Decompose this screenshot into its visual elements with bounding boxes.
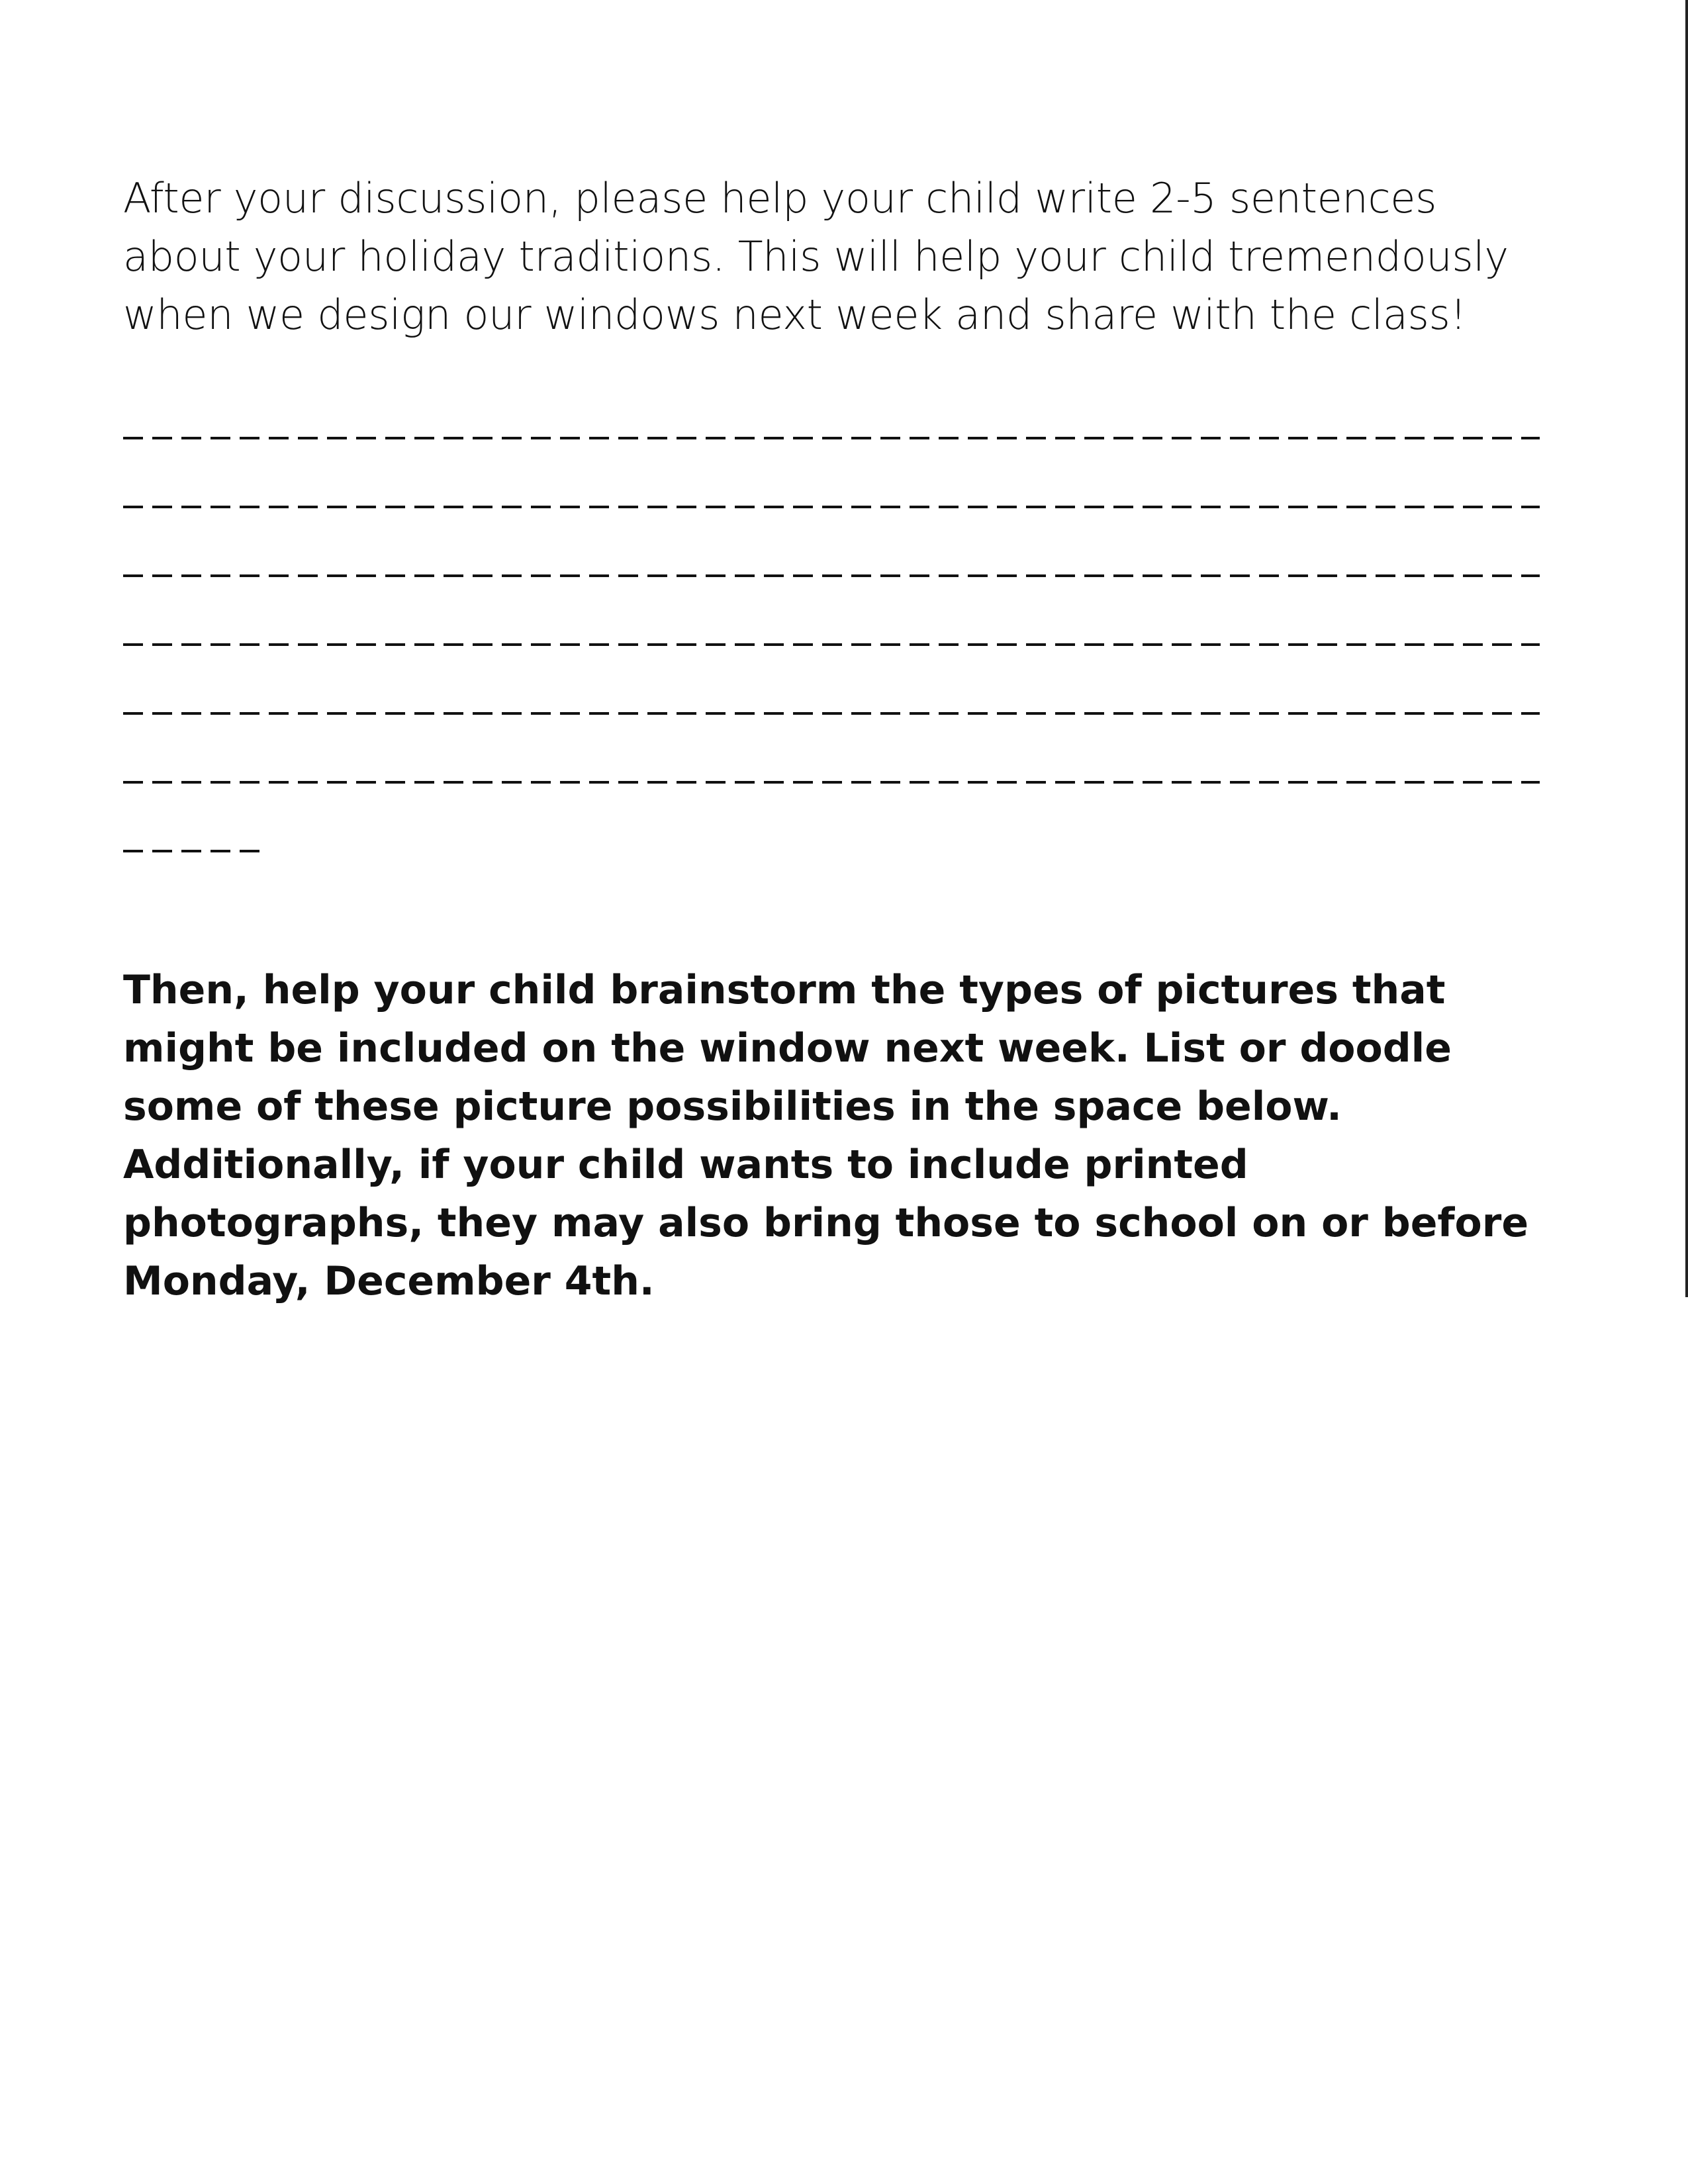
writing-line[interactable]	[123, 643, 1540, 646]
writing-line[interactable]	[123, 574, 1540, 577]
writing-line[interactable]	[123, 712, 1540, 715]
scan-edge-mark	[1685, 0, 1688, 1297]
instructions-paragraph: Then, help your child brainstorm the types of pictures that might be included on the window next week. List or doodle some of these picture possibilities in the space below. Additionally, if your child wants to include printed photographs, they may also bring those to school on or before Monday, December 4th.	[123, 967, 1529, 1304]
writing-line[interactable]	[123, 437, 1540, 439]
writing-line[interactable]	[123, 506, 1540, 508]
writing-lines	[123, 437, 1540, 919]
writing-line[interactable]	[123, 781, 1540, 784]
writing-line-short[interactable]	[123, 850, 269, 852]
intro-paragraph: After your discussion, please help your child write 2-5 sentences about your holiday traditions. This will help your child tremendously when we design our windows next week and share with the class!	[123, 174, 1509, 339]
